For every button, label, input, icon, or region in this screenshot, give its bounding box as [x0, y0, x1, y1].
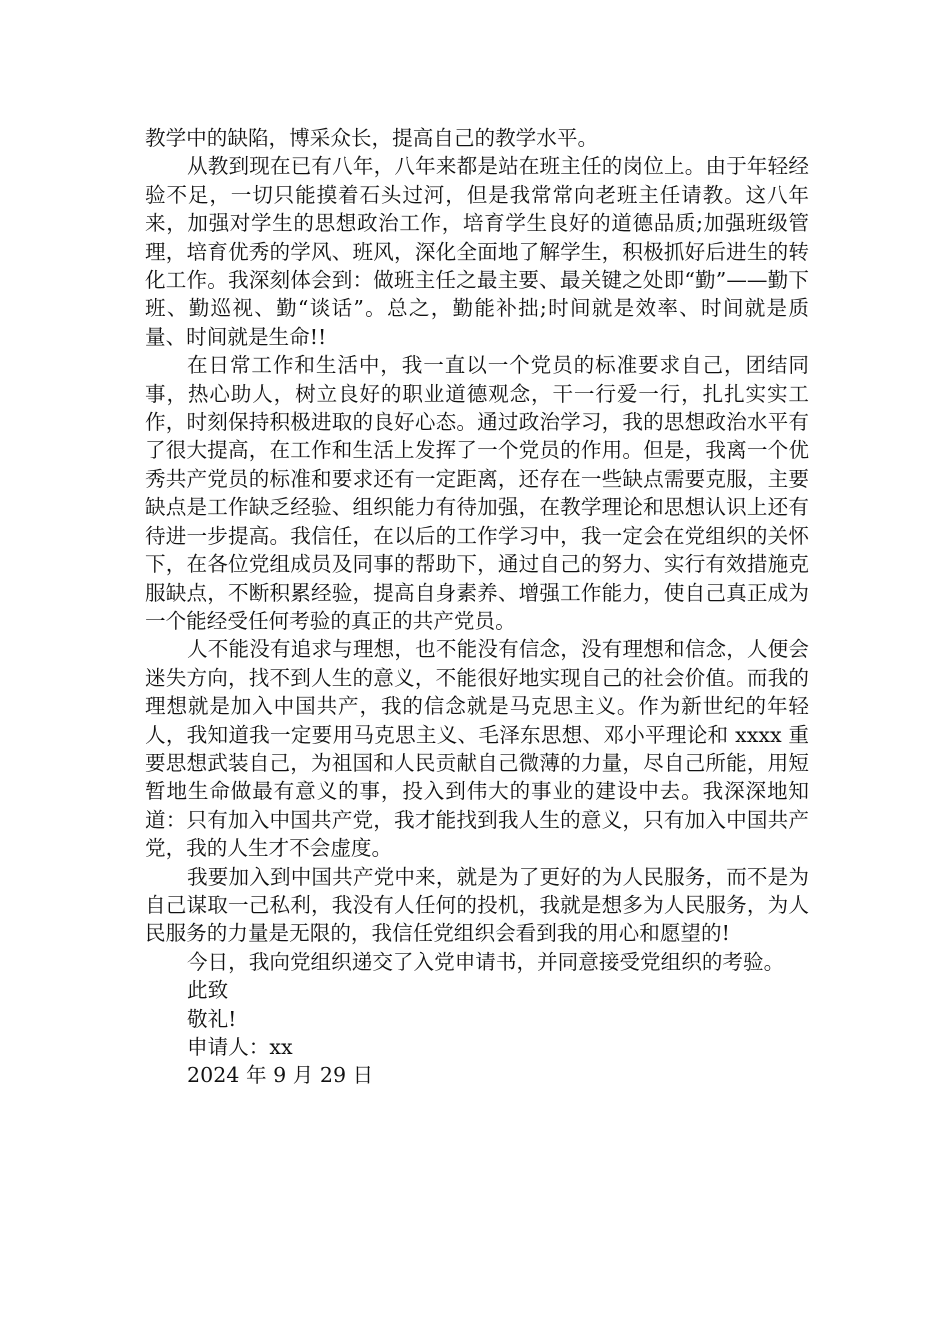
paragraph-5: 我要加入到中国共产党中来，就是为了更好的为人民服务，而不是为自己谋取一己私利，我没有人任何的投机，我就是想多为人民服务，为人民服务的力量是无限的，我信任党组织会看到我的用心和愿望的! [145, 864, 809, 946]
date-line: 2024 年 9 月 29 日 [187, 1063, 374, 1088]
closing-regards: 敬礼! [187, 1006, 237, 1031]
paragraph-3: 在日常工作和生活中，我一直以一个党员的标准要求自己，团结同事，热心助人，树立良好的职业道德观念，干一行爱一行，扎扎实实工作，时刻保持积极进取的良好心态。通过政治学习，我的思想政治水平有了很大提高，在工作和生活上发挥了一个党员的作用。但是，我离一个优秀共产党员的标准和要求还有一定距离，还存在一些缺点需要克服，主要缺点是工作缺乏经验、组织能力有待加强，在教学理论和思想认识上还有待进一步提高。我信任，在以后的工作学习中，我一定会在党组织的关怀下，在各位党组成员及同事的帮助下，通过自己的努力、实行有效措施克服缺点，不断积累经验，提高自身素养、增强工作能力，使自己真正成为一个能经受任何考验的真正的共产党员。 [145, 353, 809, 633]
applicant-line: 申请人：xx [187, 1035, 293, 1059]
paragraph-6: 今日，我向党组织递交了入党申请书，并同意接受党组织的考验。 [187, 949, 785, 974]
paragraph-2: 从教到现在已有八年，八年来都是站在班主任的岗位上。由于年轻经验不足，一切只能摸着石头过河，但是我常常向老班主任请教。这八年来，加强对学生的思想政治工作，培育学生良好的道德品质;加强班级管理，培育优秀的学风、班风，深化全面地了解学生，积极抓好后进生的转化工作。我深刻体会到：做班主任之最主要、最关键之处即“勤”——勤下班、勤巡视、勤“谈话”。总之，勤能补拙;时间就是效率、时间就是质量、时间就是生命!! [145, 154, 809, 349]
closing-salutation: 此致 [187, 978, 229, 1003]
paragraph-4: 人不能没有追求与理想，也不能没有信念，没有理想和信念，人便会迷失方向，找不到人生的意义，不能很好地实现自己的社会价值。而我的理想就是加入中国共产，我的信念就是马克思主义。作为新世纪的年轻人，我知道我一定要用马克思主义、毛泽东思想、邓小平理论和 xxxx 重要思想武装自己，为祖国和人民贡献自己微薄的力量，尽自己所能，用短暂地生命做最有意义的事，投入到伟大的事业的建设中去。我深深地知道：只有加入中国共产党，我才能找到我人生的意义，只有加入中国共产党，我的人生才不会虚度。 [145, 637, 809, 861]
document-body [145, 124, 809, 1090]
paragraph-1: 教学中的缺陷，博采众长，提高自己的教学水平。 [145, 126, 599, 150]
